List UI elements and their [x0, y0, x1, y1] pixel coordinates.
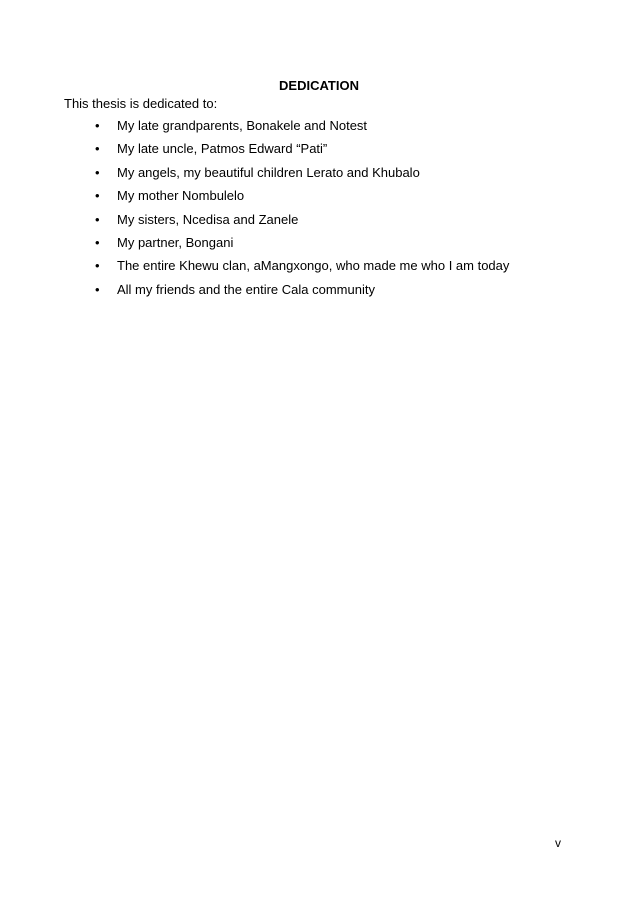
- list-item: [0, 188, 638, 211]
- intro-text: This thesis is dedicated to:: [64, 96, 218, 111]
- list-item: [0, 118, 638, 141]
- list-item: [0, 258, 638, 281]
- list-item-text: My partner, Bongani: [117, 234, 234, 250]
- page-title: DEDICATION: [279, 78, 359, 93]
- list-item: [0, 282, 638, 305]
- list-item-text: My mother Nombulelo: [117, 188, 245, 204]
- bullet-icon: •: [95, 281, 100, 297]
- list-item: [0, 212, 638, 235]
- bullet-icon: •: [95, 188, 100, 204]
- list-item-text: My angels, my beautiful children Lerato and Khubalo: [117, 164, 420, 180]
- bullet-icon: •: [95, 258, 100, 274]
- list-item: [0, 235, 638, 258]
- list-item: [0, 165, 638, 188]
- list-item-text: The entire Khewu clan, aMangxongo, who made me who I am today: [117, 258, 510, 274]
- list-item-text: My sisters, Ncedisa and Zanele: [117, 211, 299, 227]
- list-item: [0, 141, 638, 164]
- dedication-list: [0, 118, 638, 305]
- bullet-icon: •: [95, 164, 100, 180]
- bullet-icon: •: [95, 118, 100, 133]
- bullet-icon: •: [95, 234, 100, 250]
- list-item-text: All my friends and the entire Cala community: [117, 281, 375, 297]
- bullet-icon: •: [95, 141, 100, 157]
- page-number: v: [555, 836, 561, 850]
- bullet-icon: •: [95, 211, 100, 227]
- list-item-text: My late uncle, Patmos Edward “Pati”: [117, 141, 328, 157]
- list-item-text: My late grandparents, Bonakele and Notest: [117, 118, 368, 133]
